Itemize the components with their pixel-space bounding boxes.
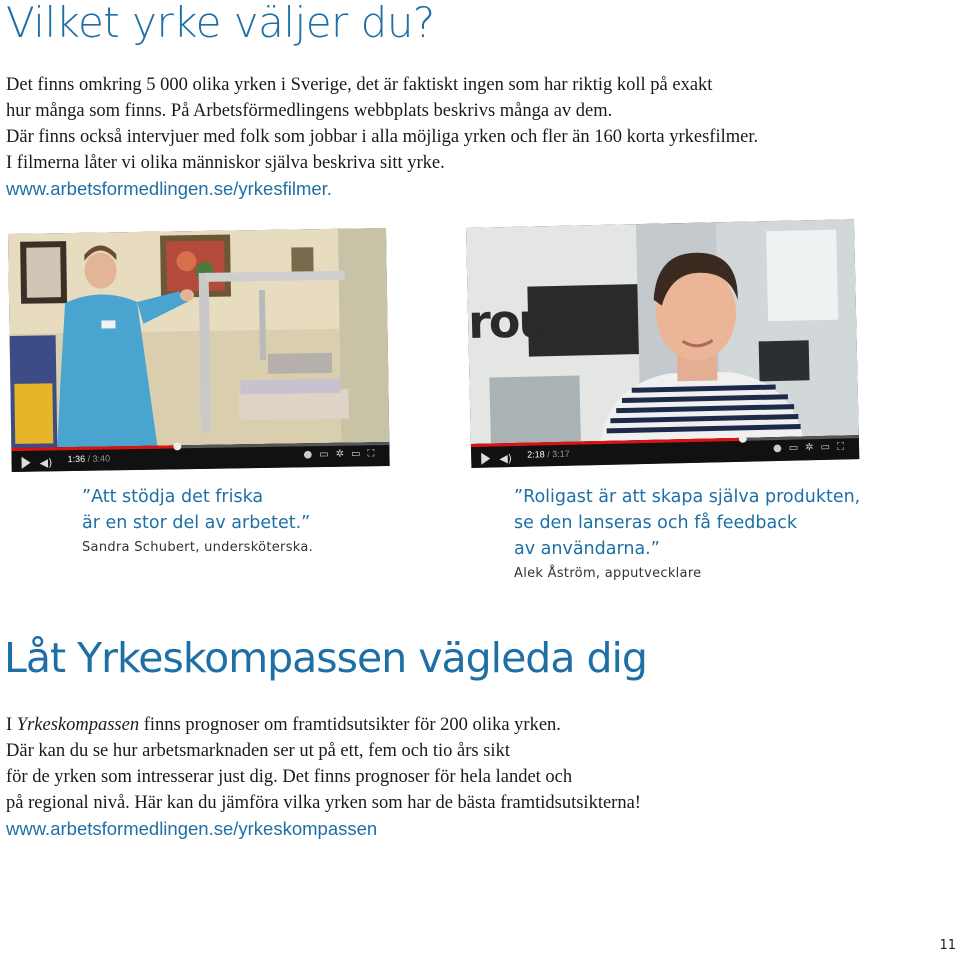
- intro-line: I filmerna låter vi olika människor själva beskriva sitt yrke.: [6, 153, 445, 173]
- yrkeskompassen-link[interactable]: www.arbetsformedlingen.se/yrkeskompassen: [6, 818, 378, 839]
- progress-handle[interactable]: [738, 435, 746, 443]
- quote-line: ”Roligast är att skapa själva produkten,: [514, 487, 861, 507]
- video-controls: [11, 442, 389, 472]
- current-time: 1:36: [67, 453, 86, 465]
- screen-icon[interactable]: ▭: [350, 448, 368, 460]
- quote-line: ”Att stödja det friska: [82, 487, 264, 507]
- gear-icon[interactable]: ✲: [335, 448, 352, 460]
- total-time: / 3:40: [87, 453, 111, 464]
- info-icon[interactable]: ●: [303, 449, 320, 461]
- fullscreen-icon[interactable]: ⛶: [367, 448, 382, 460]
- yrkeskompassen-italic: Yrkeskompassen: [16, 715, 140, 735]
- quote-line: är en stor del av arbetet.”: [82, 513, 311, 533]
- gear-icon[interactable]: ✲: [805, 442, 821, 454]
- current-time: 2:18: [527, 449, 545, 460]
- info-icon[interactable]: ●: [772, 442, 789, 455]
- section-line: för de yrken som intresserar just dig. Det finns prognoser för hela landet och: [6, 767, 573, 787]
- subtitles-icon[interactable]: ▭: [319, 448, 336, 461]
- yrkesfilmer-link[interactable]: www.arbetsformedlingen.se/yrkesfilmer.: [6, 178, 332, 199]
- progress-handle[interactable]: [174, 442, 182, 450]
- fullscreen-icon[interactable]: ⛶: [836, 441, 852, 453]
- player-icons[interactable]: [303, 448, 381, 460]
- text-rest: finns prognoser om framtidsutsikter för 200 olika yrken.: [139, 715, 561, 735]
- intro-line: hur många som finns. På Arbetsförmedlingens webbplats beskrivs många av dem.: [6, 101, 613, 121]
- play-icon[interactable]: [22, 457, 31, 469]
- volume-icon[interactable]: ◀): [499, 452, 513, 466]
- video-player-developer[interactable]: [466, 219, 859, 468]
- video-player-nurse[interactable]: [8, 228, 390, 472]
- section-line: [6, 712, 641, 738]
- volume-icon[interactable]: ◀): [39, 456, 53, 470]
- quote-line: se den lanseras och få feedback: [514, 513, 797, 533]
- quote-developer: [514, 484, 860, 562]
- video-frame-nurse: [8, 228, 389, 448]
- page-title: Vilket yrke väljer du?: [6, 0, 435, 47]
- total-time: / 3:17: [547, 448, 570, 460]
- section-line: Där kan du se hur arbetsmarknaden ser ut på ett, fem och tio års sikt: [6, 741, 510, 761]
- player-icons[interactable]: [773, 441, 851, 454]
- screen-icon[interactable]: ▭: [820, 441, 838, 454]
- section-line: på regional nivå. Här kan du jämföra vilka yrken som har de bästa framtidsutsikterna!: [6, 793, 641, 813]
- yrkeskompassen-paragraph: [6, 712, 641, 842]
- play-icon[interactable]: [481, 453, 490, 465]
- subtitles-icon[interactable]: ▭: [788, 442, 806, 454]
- page-number: 11: [939, 938, 956, 953]
- video-frame-developer: [466, 219, 859, 444]
- svg-text:roup: roup: [467, 292, 581, 349]
- section-title: Låt Yrkeskompassen vägleda dig: [4, 634, 647, 682]
- quote-line: av användarna.”: [514, 539, 660, 559]
- text-prefix: I: [6, 715, 17, 735]
- caption-nurse: Sandra Schubert, undersköterska.: [82, 540, 314, 555]
- intro-paragraph: [6, 72, 906, 202]
- quote-nurse: [82, 484, 310, 536]
- intro-line: Där finns också intervjuer med folk som jobbar i alla möjliga yrken och fler än 160 korta yrkesfilmer.: [6, 127, 759, 147]
- video-time: [67, 453, 110, 464]
- intro-line: Det finns omkring 5 000 olika yrken i Sverige, det är faktiskt ingen som har riktig koll på exakt: [6, 75, 713, 95]
- caption-developer: Alek Åström, apputvecklare: [514, 566, 702, 581]
- video-time: [527, 449, 570, 460]
